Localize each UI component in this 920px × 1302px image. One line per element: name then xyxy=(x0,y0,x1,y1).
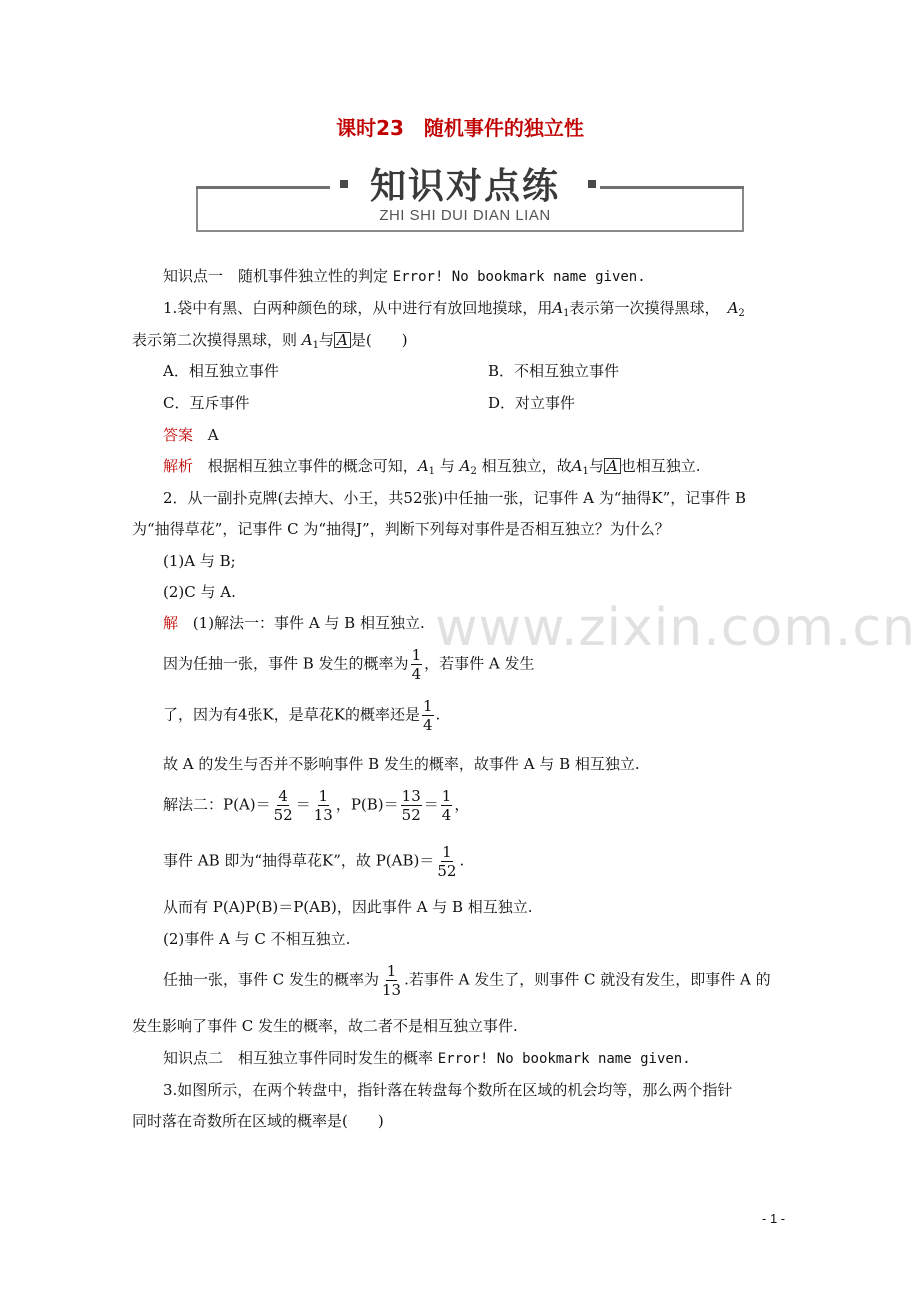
banner-rule-right xyxy=(600,186,744,189)
section-label: 知识点一 随机事件独立性的判定 xyxy=(163,267,389,285)
banner-subtitle: ZHI SHI DUI DIAN LIAN xyxy=(379,207,551,224)
solution-label: 解 xyxy=(163,614,179,632)
page-number: - 1 - xyxy=(762,1211,786,1226)
q1-option-a: A．相互独立事件 xyxy=(163,362,279,380)
q2-method-2-line-2: 事件 AB 即为“抽得草花K”，故 P(AB)＝ $\frac{1}{52}$ . xyxy=(163,843,465,880)
q2-line-1: 2．从一副扑克牌(去掉大、小王，共52张)中任抽一张，记事件 A 为“抽得K”，记事件 B xyxy=(163,489,747,507)
analysis-label: 解析 xyxy=(163,457,194,475)
page-title: 课时23 随机事件的独立性 xyxy=(336,116,584,140)
q1-answer xyxy=(163,424,219,445)
q1-option-c: C．互斥事件 xyxy=(163,394,250,412)
complement-symbol: A xyxy=(334,332,351,348)
q2-solution-1: 解 (1)解法一：事件 A 与 B 相互独立. xyxy=(163,614,425,632)
banner-square-right xyxy=(588,180,596,188)
q2-para-1: 因为任抽一张，事件 B 发生的概率为 $\frac{1}{4}$ ，若事件 A 发生 xyxy=(163,646,535,683)
q1-analysis: 解析 根据相互独立事件的概念可知，$A_1$ 与 $A_2$ 相互独立，故$A_1$与 A 也相互独立. xyxy=(163,457,701,477)
q2-sub-2: (2)C 与 A. xyxy=(163,583,236,601)
bookmark-error: Error! No bookmark name given. xyxy=(392,269,646,285)
banner-title: 知识对点练 xyxy=(358,158,572,209)
q2-para-3: 故 A 的发生与否并不影响事件 B 发生的概率，故事件 A 与 B 相互独立. xyxy=(163,755,640,773)
section-label: 知识点二 相互独立事件同时发生的概率 xyxy=(163,1049,434,1067)
fraction: $\frac{1}{4}$ xyxy=(422,697,433,734)
section-heading-1 xyxy=(163,265,646,286)
fraction: $\frac{1}{4}$ xyxy=(411,646,422,683)
q2-sub-1: (1)A 与 B; xyxy=(163,552,236,570)
banner-square-left xyxy=(340,180,348,188)
q2-method-2-line-3: 从而有 P(A)P(B)＝P(AB)，因此事件 A 与 B 相互独立. xyxy=(163,898,533,916)
q2-method-2: 解法二：P(A)＝ $\frac{4}{52}$ ＝ $\frac{1}{13}$ ，P(B)＝ $\frac{13}{52}$ ＝ $\frac{1}{4}$ ， xyxy=(163,787,470,824)
q1-line-1: 1.袋中有黑、白两种颜色的球，从中进行有放回地摸球，用$A_1$表示第一次摸得黑球， $A_2$ xyxy=(163,299,745,319)
banner-rule-left xyxy=(196,186,330,189)
q3-line-2: 同时落在奇数所在区域的概率是( ) xyxy=(132,1112,384,1130)
q2-line-2: 为“抽得草花”，记事件 C 为“抽得J”，判断下列每对事件是否相互独立？为什么？ xyxy=(132,520,670,538)
section-heading-2 xyxy=(163,1047,691,1068)
q1-line-2: 表示第二次摸得黑球，则 $A_1$与 A 是( ) xyxy=(132,331,408,351)
watermark: www.zixin.com.cn xyxy=(435,598,916,658)
bookmark-error: Error! No bookmark name given. xyxy=(437,1051,691,1067)
answer-value: A xyxy=(207,426,219,444)
q3-line-1: 3.如图所示，在两个转盘中，指针落在转盘每个数所在区域的机会均等，那么两个指针 xyxy=(163,1081,733,1099)
q2-para-6: 发生影响了事件 C 发生的概率，故二者不是相互独立事件. xyxy=(132,1017,518,1035)
q2-para-5: 任抽一张，事件 C 发生的概率为 $\frac{1}{13}$ .若事件 A 发生了，则事件 C 就没有发生，即事件 A 的 xyxy=(163,962,771,999)
q2-part-2: (2)事件 A 与 C 不相互独立. xyxy=(163,930,351,948)
answer-label: 答案 xyxy=(163,426,194,444)
q2-para-2: 了，因为有4张K，是草花K的概率还是 $\frac{1}{4}$ . xyxy=(163,697,441,734)
q1-option-b: B．不相互独立事件 xyxy=(488,362,620,380)
q1-option-d: D．对立事件 xyxy=(488,394,576,412)
